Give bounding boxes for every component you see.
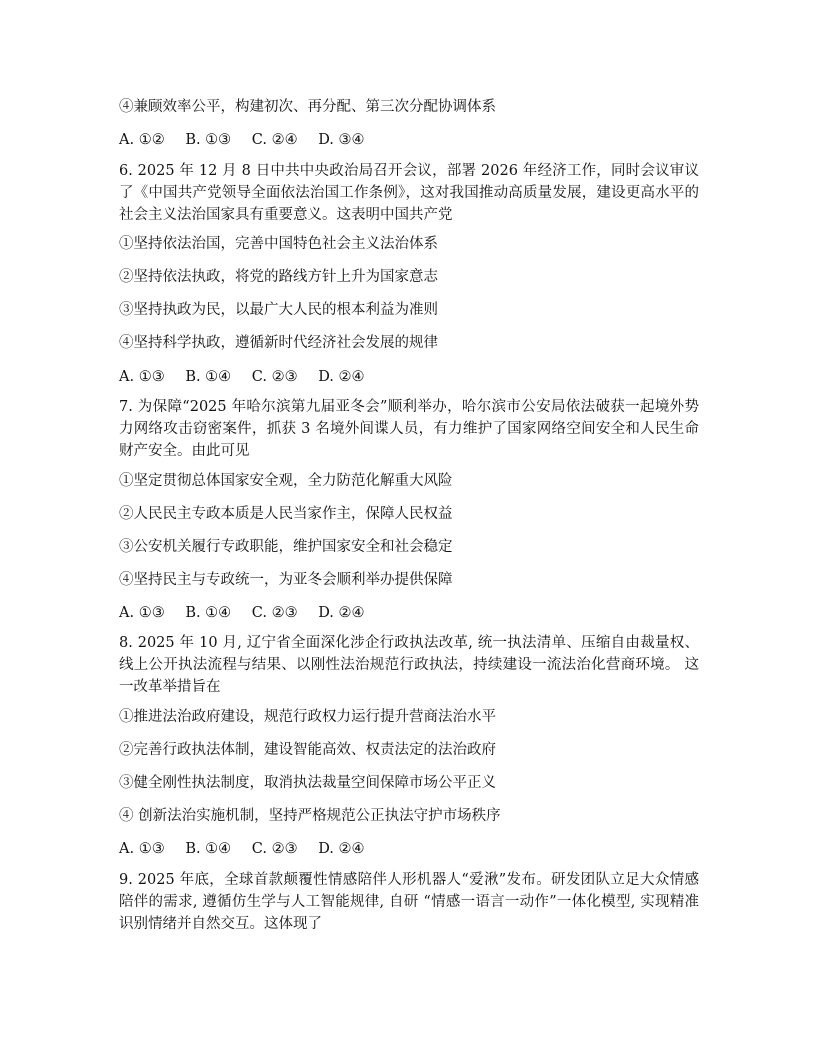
choice-c: C. ②③ [251, 841, 298, 857]
choice-a: A. ①③ [119, 841, 165, 857]
q6-stem: 6. 2025 年 12 月 8 日中共中央政治局召开会议，部署 2026 年经济工作，同时会议审议了《中国共产党领导全面依法治国工作条例》，这对我国推动高质量发展，建设更高水平的社会主义法治国家具有重要意义。这表明中国共产党 [119, 163, 699, 223]
q7-stem: 7. 为保障“2025 年哈尔滨第九届亚冬会”顺利举办，哈尔滨市公安局依法破获一起境外势力网络攻击窃密案件，抓获 3 名境外间谍人员，有力维护了国家网络空间安全和人民生命财产安全。由此可见 [119, 399, 699, 459]
choice-d: D. ②④ [318, 605, 365, 621]
q6-option-2: ②坚持依法执政，将党的路线方针上升为国家意志 [119, 269, 438, 285]
q8-stem: 8. 2025 年 10 月, 辽宁省全面深化涉企行政执法改革, 统一执法清单、压缩自由裁量权、线上公开执法流程与结果、以刚性法治规范行政执法，持续建设一流法治化营商环境。 这一改革举措旨在 [119, 635, 699, 695]
choice-a: A. ①③ [119, 605, 165, 621]
q7-option-3: ③公安机关履行专政职能，维护国家安全和社会稳定 [119, 539, 453, 555]
choice-b: B. ①④ [185, 369, 232, 385]
choice-d: D. ②④ [318, 369, 365, 385]
q8-option-3: ③健全刚性执法制度，取消执法裁量空间保障市场公平正义 [119, 775, 496, 791]
q8-option-4: ④ 创新法治实施机制，坚持严格规范公正执法守护市场秩序 [119, 808, 501, 824]
q7-option-4: ④坚持民主与专政统一，为亚冬会顺利举办提供保障 [119, 572, 453, 588]
q5-option-4: ④兼顾效率公平，构建初次、再分配、第三次分配协调体系 [119, 99, 496, 115]
choice-b: B. ①③ [185, 132, 232, 148]
q6-option-3: ③坚持执政为民，以最广大人民的根本利益为准则 [119, 302, 438, 318]
q7-option-1: ①坚定贯彻总体国家安全观，全力防范化解重大风险 [119, 473, 453, 489]
choice-b: B. ①④ [185, 605, 232, 621]
q9-stem: 9. 2025 年底，全球首款颠覆性情感陪伴人形机器人“爱湫”发布。研发团队立足大众情感陪伴的需求, 遵循仿生学与人工智能规律, 自研 “情感一语言一动作”一体化模型, 实现精准识别情绪并自然交互。这体现了 [119, 872, 699, 932]
choice-a: A. ①③ [119, 369, 165, 385]
choice-d: D. ③④ [318, 132, 365, 148]
q8-choices [119, 838, 699, 860]
q6-choices [119, 366, 699, 388]
choice-a: A. ①② [119, 132, 165, 148]
choice-c: C. ②③ [251, 605, 298, 621]
q8-option-1: ①推进法治政府建设，规范行政权力运行提升营商法治水平 [119, 709, 496, 725]
choice-d: D. ②④ [318, 841, 365, 857]
q6-option-4: ④坚持科学执政，遵循新时代经济社会发展的规律 [119, 335, 438, 351]
choice-c: C. ②③ [251, 369, 298, 385]
q7-option-2: ②人民民主专政本质是人民当家作主，保障人民权益 [119, 506, 453, 522]
q8-option-2: ②完善行政执法体制，建设智能高效、权责法定的法治政府 [119, 742, 496, 758]
q7-choices [119, 602, 699, 624]
q5-choices [119, 129, 699, 151]
choice-b: B. ①④ [185, 841, 232, 857]
choice-c: C. ②④ [251, 132, 298, 148]
q6-option-1: ①坚持依法治国，完善中国特色社会主义法治体系 [119, 236, 438, 252]
